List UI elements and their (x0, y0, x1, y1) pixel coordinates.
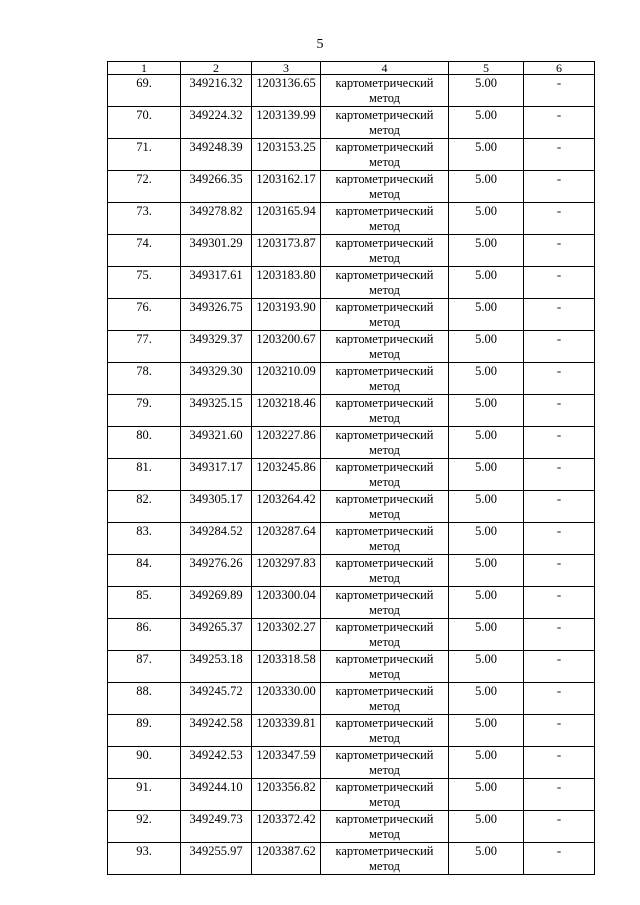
table-body (108, 75, 595, 875)
point-number-cell: 87. (108, 651, 181, 683)
table-row (108, 619, 595, 651)
y-coordinate-cell: 1203173.87 (252, 235, 321, 267)
accuracy-cell: 5.00 (449, 555, 524, 587)
y-coordinate-cell: 1203372.42 (252, 811, 321, 843)
header-col-3: 3 (252, 62, 321, 75)
accuracy-cell: 5.00 (449, 171, 524, 203)
x-coordinate-cell: 349265.37 (181, 619, 252, 651)
note-cell: - (524, 427, 595, 459)
y-coordinate-cell: 1203302.27 (252, 619, 321, 651)
header-col-1: 1 (108, 62, 181, 75)
table-row (108, 843, 595, 875)
x-coordinate-cell: 349329.37 (181, 331, 252, 363)
y-coordinate-cell: 1203136.65 (252, 75, 321, 107)
method-cell: картометрический метод (321, 843, 449, 875)
accuracy-cell: 5.00 (449, 107, 524, 139)
coordinates-table (107, 61, 595, 875)
table-row (108, 299, 595, 331)
y-coordinate-cell: 1203297.83 (252, 555, 321, 587)
method-cell: картометрический метод (321, 459, 449, 491)
note-cell: - (524, 747, 595, 779)
note-cell: - (524, 331, 595, 363)
accuracy-cell: 5.00 (449, 203, 524, 235)
method-cell: картометрический метод (321, 491, 449, 523)
table-row (108, 523, 595, 555)
table-row (108, 75, 595, 107)
accuracy-cell: 5.00 (449, 715, 524, 747)
method-cell: картометрический метод (321, 203, 449, 235)
accuracy-cell: 5.00 (449, 139, 524, 171)
accuracy-cell: 5.00 (449, 587, 524, 619)
point-number-cell: 71. (108, 139, 181, 171)
header-col-2: 2 (181, 62, 252, 75)
point-number-cell: 79. (108, 395, 181, 427)
x-coordinate-cell: 349317.61 (181, 267, 252, 299)
x-coordinate-cell: 349249.73 (181, 811, 252, 843)
y-coordinate-cell: 1203264.42 (252, 491, 321, 523)
x-coordinate-cell: 349321.60 (181, 427, 252, 459)
note-cell: - (524, 235, 595, 267)
note-cell: - (524, 683, 595, 715)
x-coordinate-cell: 349266.35 (181, 171, 252, 203)
method-cell: картометрический метод (321, 427, 449, 459)
table-row (108, 267, 595, 299)
method-cell: картометрический метод (321, 811, 449, 843)
y-coordinate-cell: 1203387.62 (252, 843, 321, 875)
method-cell: картометрический метод (321, 587, 449, 619)
x-coordinate-cell: 349245.72 (181, 683, 252, 715)
note-cell: - (524, 587, 595, 619)
note-cell: - (524, 715, 595, 747)
y-coordinate-cell: 1203183.80 (252, 267, 321, 299)
table-row (108, 331, 595, 363)
method-cell: картометрический метод (321, 523, 449, 555)
table-row (108, 811, 595, 843)
table-row (108, 715, 595, 747)
y-coordinate-cell: 1203318.58 (252, 651, 321, 683)
note-cell: - (524, 523, 595, 555)
x-coordinate-cell: 349305.17 (181, 491, 252, 523)
table-row (108, 747, 595, 779)
y-coordinate-cell: 1203300.04 (252, 587, 321, 619)
x-coordinate-cell: 349224.32 (181, 107, 252, 139)
accuracy-cell: 5.00 (449, 331, 524, 363)
note-cell: - (524, 779, 595, 811)
accuracy-cell: 5.00 (449, 395, 524, 427)
note-cell: - (524, 363, 595, 395)
point-number-cell: 73. (108, 203, 181, 235)
method-cell: картометрический метод (321, 235, 449, 267)
y-coordinate-cell: 1203227.86 (252, 427, 321, 459)
x-coordinate-cell: 349326.75 (181, 299, 252, 331)
table-row (108, 587, 595, 619)
point-number-cell: 78. (108, 363, 181, 395)
point-number-cell: 80. (108, 427, 181, 459)
point-number-cell: 88. (108, 683, 181, 715)
x-coordinate-cell: 349278.82 (181, 203, 252, 235)
x-coordinate-cell: 349325.15 (181, 395, 252, 427)
point-number-cell: 91. (108, 779, 181, 811)
accuracy-cell: 5.00 (449, 683, 524, 715)
x-coordinate-cell: 349242.58 (181, 715, 252, 747)
method-cell: картометрический метод (321, 715, 449, 747)
table-row (108, 427, 595, 459)
method-cell: картометрический метод (321, 619, 449, 651)
header-col-5: 5 (449, 62, 524, 75)
table-row (108, 235, 595, 267)
y-coordinate-cell: 1203245.86 (252, 459, 321, 491)
x-coordinate-cell: 349317.17 (181, 459, 252, 491)
point-number-cell: 81. (108, 459, 181, 491)
x-coordinate-cell: 349269.89 (181, 587, 252, 619)
note-cell: - (524, 843, 595, 875)
point-number-cell: 83. (108, 523, 181, 555)
table-row (108, 683, 595, 715)
note-cell: - (524, 459, 595, 491)
accuracy-cell: 5.00 (449, 267, 524, 299)
method-cell: картометрический метод (321, 555, 449, 587)
note-cell: - (524, 107, 595, 139)
table-row (108, 779, 595, 811)
accuracy-cell: 5.00 (449, 75, 524, 107)
accuracy-cell: 5.00 (449, 811, 524, 843)
accuracy-cell: 5.00 (449, 619, 524, 651)
accuracy-cell: 5.00 (449, 459, 524, 491)
point-number-cell: 84. (108, 555, 181, 587)
accuracy-cell: 5.00 (449, 299, 524, 331)
y-coordinate-cell: 1203165.94 (252, 203, 321, 235)
note-cell: - (524, 203, 595, 235)
note-cell: - (524, 651, 595, 683)
point-number-cell: 70. (108, 107, 181, 139)
table-row (108, 107, 595, 139)
table-row (108, 459, 595, 491)
point-number-cell: 77. (108, 331, 181, 363)
y-coordinate-cell: 1203139.99 (252, 107, 321, 139)
accuracy-cell: 5.00 (449, 363, 524, 395)
note-cell: - (524, 395, 595, 427)
table-row (108, 395, 595, 427)
table-row (108, 555, 595, 587)
x-coordinate-cell: 349248.39 (181, 139, 252, 171)
accuracy-cell: 5.00 (449, 235, 524, 267)
y-coordinate-cell: 1203356.82 (252, 779, 321, 811)
x-coordinate-cell: 349284.52 (181, 523, 252, 555)
table-row (108, 491, 595, 523)
point-number-cell: 86. (108, 619, 181, 651)
y-coordinate-cell: 1203162.17 (252, 171, 321, 203)
note-cell: - (524, 299, 595, 331)
point-number-cell: 85. (108, 587, 181, 619)
note-cell: - (524, 139, 595, 171)
table-row (108, 203, 595, 235)
y-coordinate-cell: 1203287.64 (252, 523, 321, 555)
table-row (108, 363, 595, 395)
table-row (108, 651, 595, 683)
header-col-6: 6 (524, 62, 595, 75)
x-coordinate-cell: 349255.97 (181, 843, 252, 875)
x-coordinate-cell: 349301.29 (181, 235, 252, 267)
note-cell: - (524, 267, 595, 299)
point-number-cell: 72. (108, 171, 181, 203)
x-coordinate-cell: 349276.26 (181, 555, 252, 587)
method-cell: картометрический метод (321, 395, 449, 427)
x-coordinate-cell: 349242.53 (181, 747, 252, 779)
x-coordinate-cell: 349244.10 (181, 779, 252, 811)
accuracy-cell: 5.00 (449, 747, 524, 779)
note-cell: - (524, 171, 595, 203)
accuracy-cell: 5.00 (449, 843, 524, 875)
y-coordinate-cell: 1203218.46 (252, 395, 321, 427)
point-number-cell: 76. (108, 299, 181, 331)
point-number-cell: 74. (108, 235, 181, 267)
method-cell: картометрический метод (321, 267, 449, 299)
method-cell: картометрический метод (321, 171, 449, 203)
x-coordinate-cell: 349216.32 (181, 75, 252, 107)
method-cell: картометрический метод (321, 651, 449, 683)
method-cell: картометрический метод (321, 683, 449, 715)
x-coordinate-cell: 349329.30 (181, 363, 252, 395)
y-coordinate-cell: 1203153.25 (252, 139, 321, 171)
y-coordinate-cell: 1203200.67 (252, 331, 321, 363)
method-cell: картометрический метод (321, 75, 449, 107)
method-cell: картометрический метод (321, 299, 449, 331)
point-number-cell: 93. (108, 843, 181, 875)
point-number-cell: 82. (108, 491, 181, 523)
y-coordinate-cell: 1203339.81 (252, 715, 321, 747)
method-cell: картометрический метод (321, 779, 449, 811)
accuracy-cell: 5.00 (449, 491, 524, 523)
point-number-cell: 92. (108, 811, 181, 843)
note-cell: - (524, 75, 595, 107)
table-row (108, 171, 595, 203)
method-cell: картометрический метод (321, 747, 449, 779)
header-col-4: 4 (321, 62, 449, 75)
point-number-cell: 69. (108, 75, 181, 107)
method-cell: картометрический метод (321, 107, 449, 139)
y-coordinate-cell: 1203210.09 (252, 363, 321, 395)
table-row (108, 139, 595, 171)
accuracy-cell: 5.00 (449, 651, 524, 683)
page-number: 5 (316, 37, 324, 52)
y-coordinate-cell: 1203330.00 (252, 683, 321, 715)
y-coordinate-cell: 1203193.90 (252, 299, 321, 331)
method-cell: картометрический метод (321, 139, 449, 171)
table-header (108, 62, 595, 75)
point-number-cell: 89. (108, 715, 181, 747)
note-cell: - (524, 619, 595, 651)
note-cell: - (524, 811, 595, 843)
method-cell: картометрический метод (321, 363, 449, 395)
header-row (108, 62, 595, 75)
method-cell: картометрический метод (321, 331, 449, 363)
note-cell: - (524, 491, 595, 523)
accuracy-cell: 5.00 (449, 427, 524, 459)
x-coordinate-cell: 349253.18 (181, 651, 252, 683)
accuracy-cell: 5.00 (449, 779, 524, 811)
point-number-cell: 75. (108, 267, 181, 299)
y-coordinate-cell: 1203347.59 (252, 747, 321, 779)
point-number-cell: 90. (108, 747, 181, 779)
accuracy-cell: 5.00 (449, 523, 524, 555)
note-cell: - (524, 555, 595, 587)
